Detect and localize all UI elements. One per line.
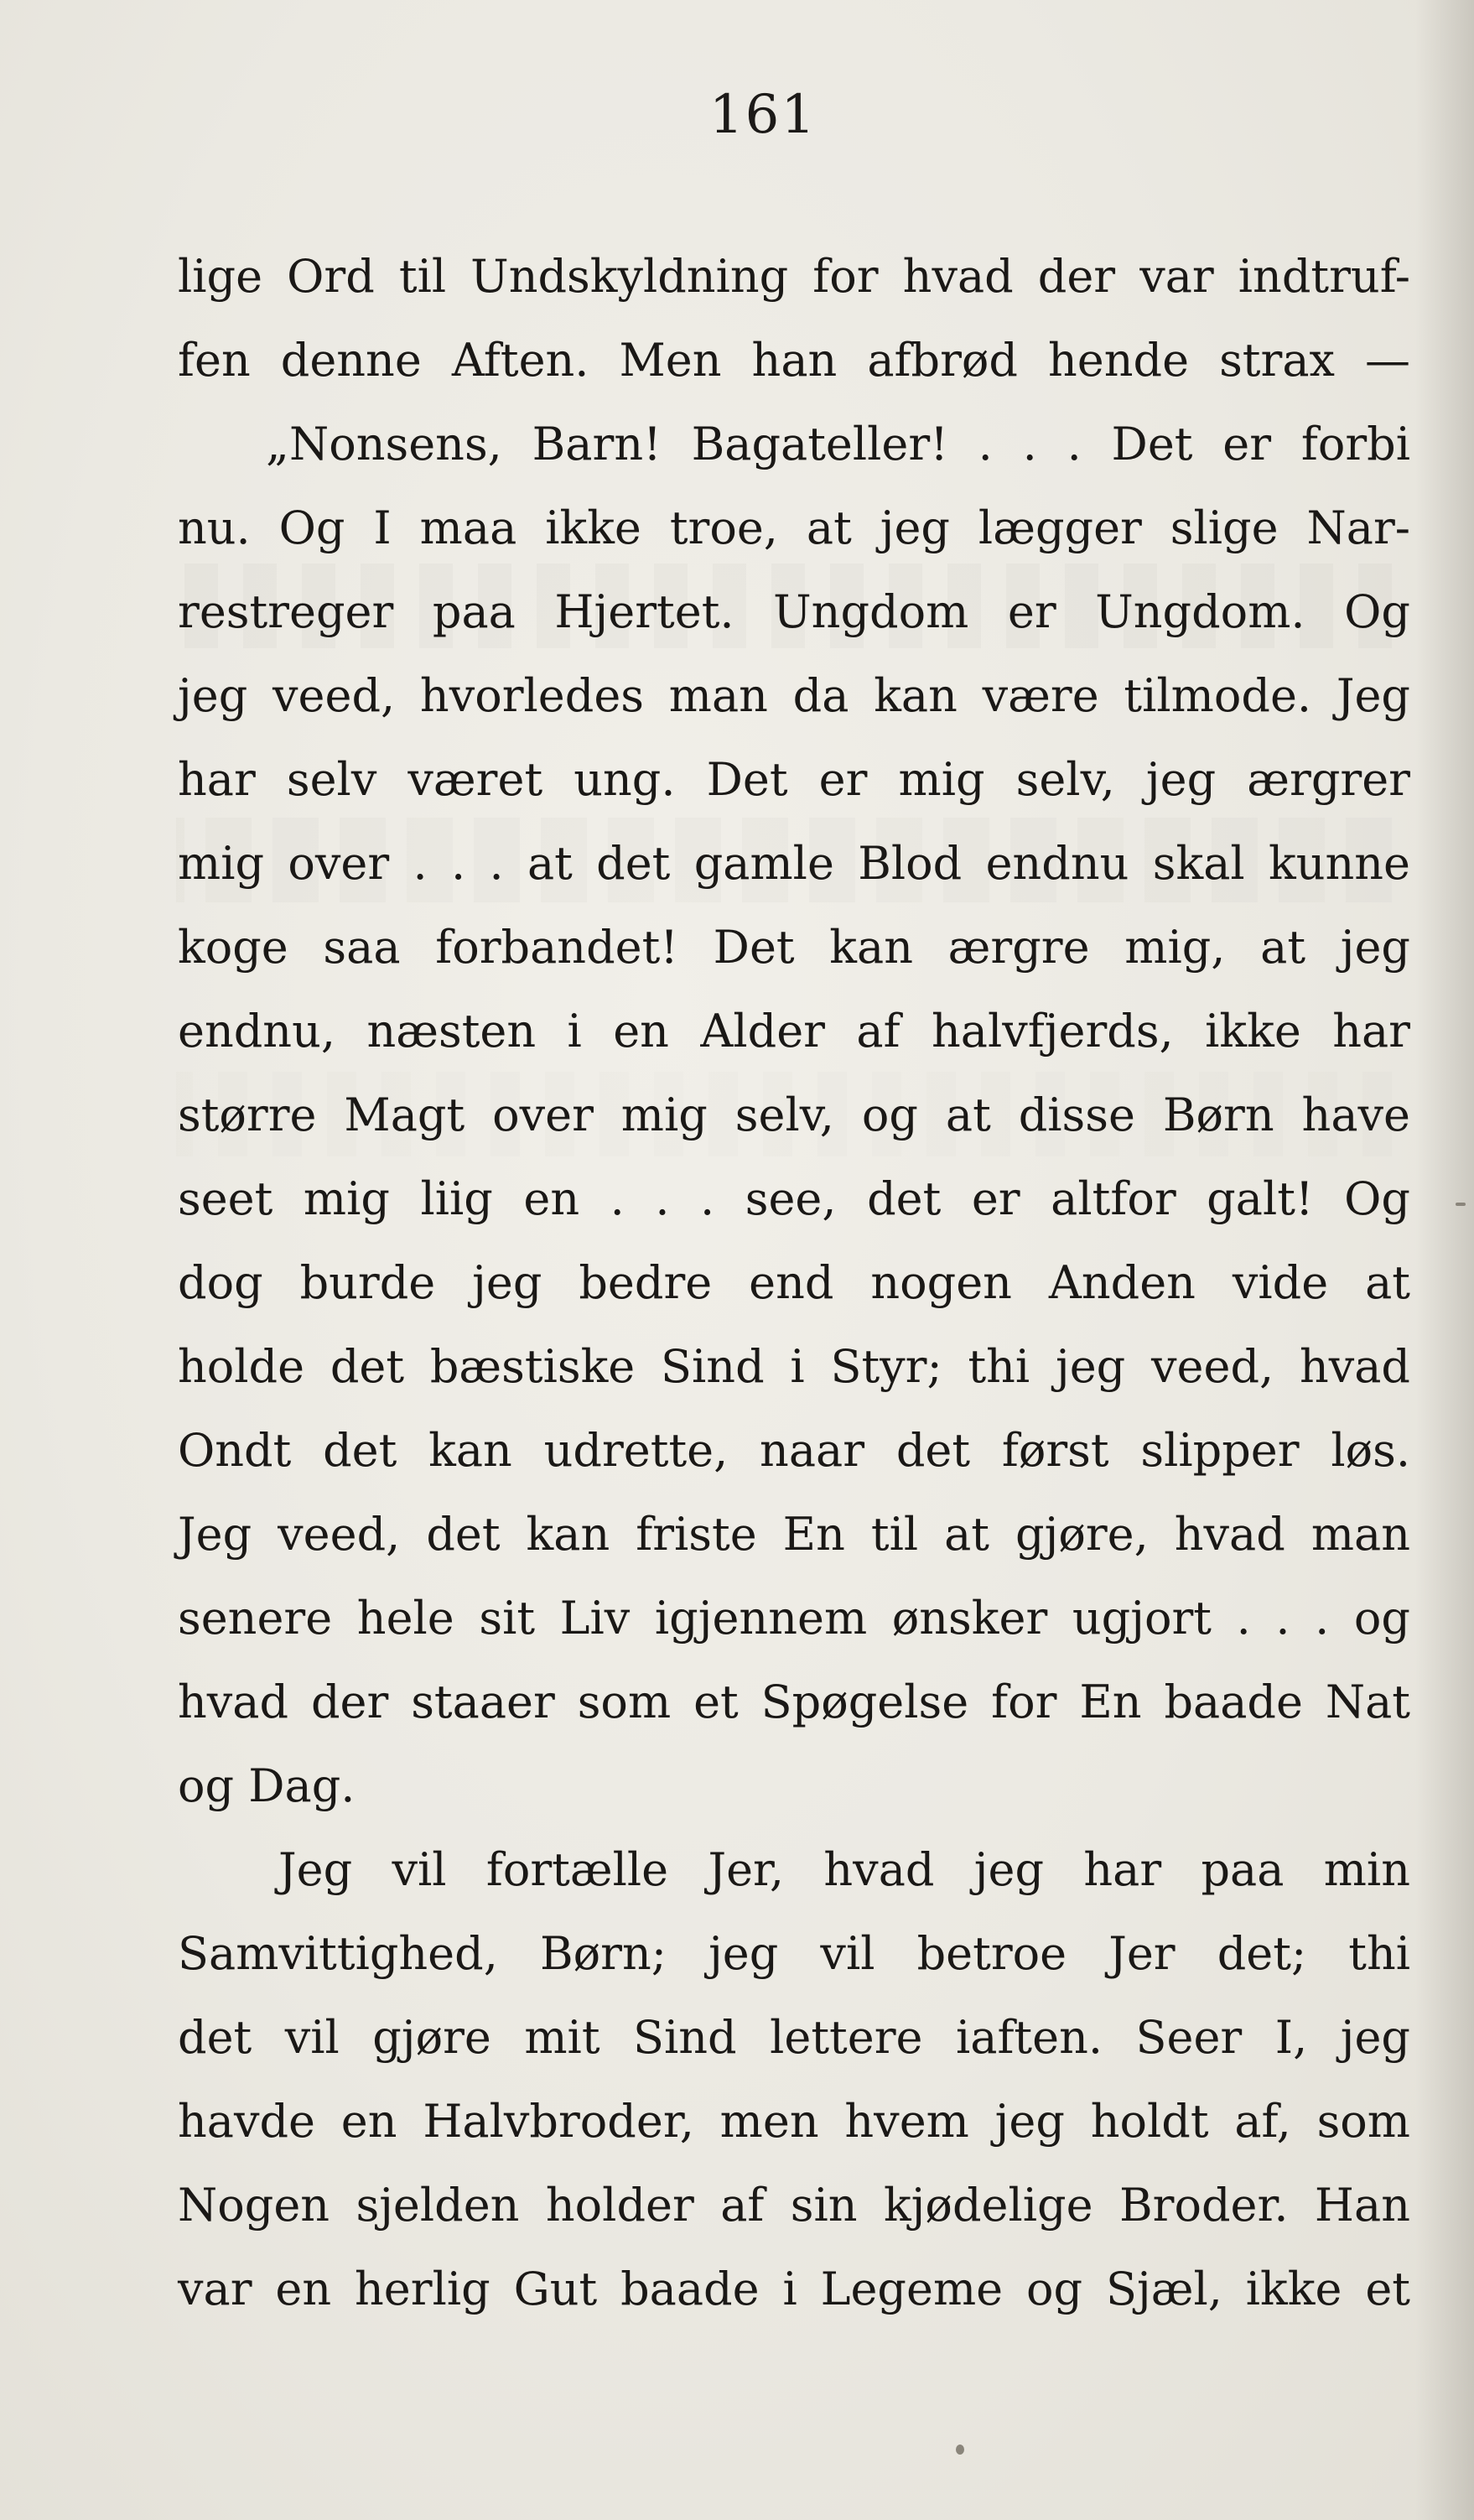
text-line: Jeg veed, det kan friste En til at gjøre, hvad man bbox=[178, 1508, 1410, 1561]
text-line: „Nonsens, Barn! Bagateller! . . . Det er forbi bbox=[266, 418, 1410, 470]
text-line: havde en Halvbroder, men hvem jeg holdt af, som bbox=[178, 2095, 1410, 2148]
text-line: holde det bæstiske Sind i Styr; thi jeg veed, hvad bbox=[178, 1340, 1410, 1393]
text-line: Nogen sjelden holder af sin kjødelige Broder. Han bbox=[178, 2179, 1410, 2232]
text-line: Jeg vil fortælle Jer, hvad jeg har paa min bbox=[278, 1843, 1410, 1896]
text-line: jeg veed, hvorledes man da kan være tilmode. Jeg bbox=[178, 669, 1410, 722]
text-line: seet mig liig en . . . see, det er altfor galt! Og bbox=[178, 1172, 1410, 1225]
text-line: endnu, næsten i en Alder af halvfjerds, ikke har bbox=[178, 1005, 1410, 1057]
text-line: har selv været ung. Det er mig selv, jeg ærgrer bbox=[178, 753, 1410, 806]
text-line: nu. Og I maa ikke troe, at jeg lægger slige Nar- bbox=[178, 501, 1410, 554]
text-line: Samvittighed, Børn; jeg vil betroe Jer det; thi bbox=[178, 1927, 1410, 1980]
text-line: mig over . . . at det gamle Blod endnu skal kunne bbox=[178, 837, 1410, 890]
text-line: var en herlig Gut baade i Legeme og Sjæl, ikke et bbox=[178, 2263, 1410, 2315]
text-line: koge saa forbandet! Det kan ærgre mig, at jeg bbox=[178, 921, 1410, 974]
page-edge-shadow bbox=[1415, 0, 1474, 2520]
text-line: restreger paa Hjertet. Ungdom er Ungdom. Og bbox=[178, 585, 1410, 638]
text-line: og Dag. bbox=[178, 1759, 356, 1812]
page-number: 161 bbox=[708, 84, 817, 146]
text-line: hvad der staaer som et Spøgelse for En baade Nat bbox=[178, 1676, 1410, 1728]
text-line: lige Ord til Undskyldning for hvad der var indtruf- bbox=[178, 250, 1410, 303]
text-line: senere hele sit Liv igjennem ønsker ugjort . . . og bbox=[178, 1592, 1410, 1644]
text-line: større Magt over mig selv, og at disse Børn have bbox=[178, 1089, 1410, 1141]
paper-speck bbox=[956, 2445, 964, 2455]
body-text bbox=[178, 235, 1410, 2331]
text-line: dog burde jeg bedre end nogen Anden vide at bbox=[178, 1256, 1410, 1309]
text-line: Ondt det kan udrette, naar det først slipper løs. bbox=[178, 1424, 1410, 1477]
text-line: fen denne Aften. Men han afbrød hende strax — bbox=[178, 334, 1410, 387]
text-line: det vil gjøre mit Sind lettere iaften. Seer I, jeg bbox=[178, 2011, 1410, 2064]
paper-speck bbox=[1456, 1203, 1466, 1206]
